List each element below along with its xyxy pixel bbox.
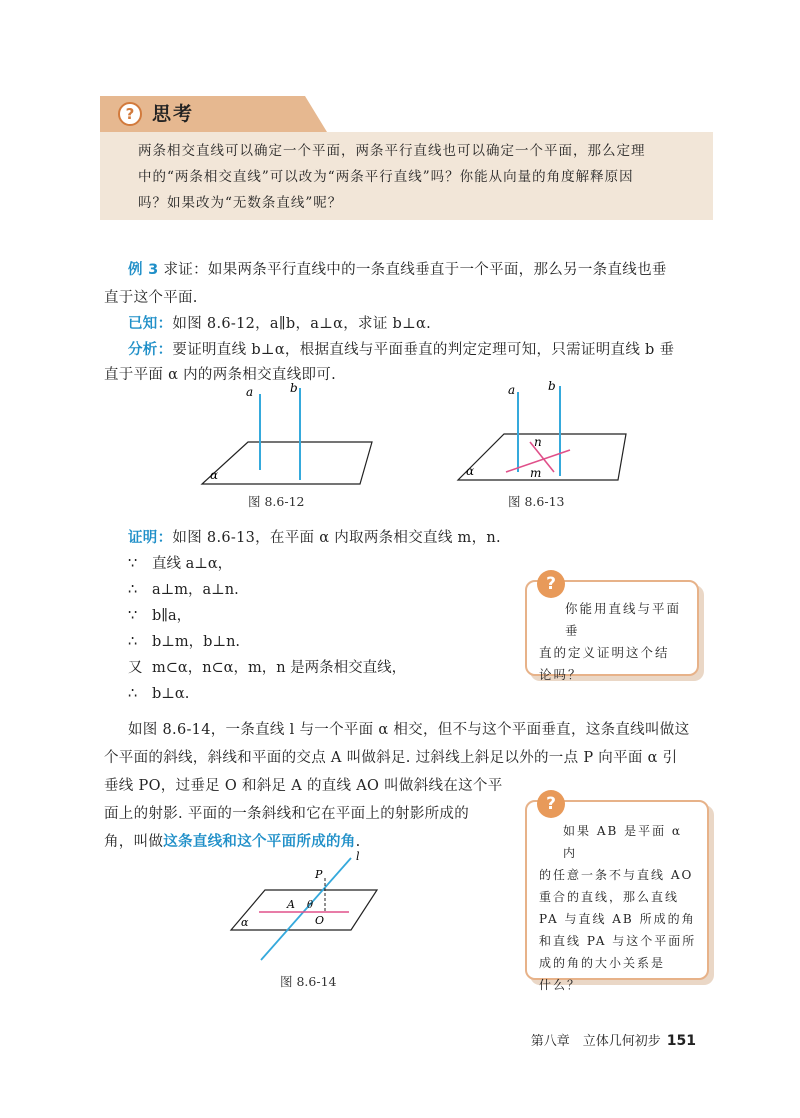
example-statement: 求证：如果两条平行直线中的一条直线垂直于一个平面，那么另一条直线也垂 <box>163 262 667 278</box>
label-alpha: α <box>466 464 475 478</box>
think-box-header <box>100 96 700 132</box>
analysis-label: 分析： <box>128 342 173 358</box>
proof-step <box>128 554 232 574</box>
side-note-line: 和直线 PA 与这个平面所 <box>539 934 697 948</box>
side-note-2-text <box>539 820 701 996</box>
oblique-para-2: 个平面的斜线，斜线和平面的交点 A 叫做斜足. 过斜线上斜足以外的一点 P 向平面 α 引 <box>104 750 678 766</box>
figure-8-6-13 <box>450 380 630 490</box>
example-label: 例 3 <box>128 262 159 278</box>
caption-8-6-12: 图 8.6-12 <box>248 494 305 509</box>
page-number: 151 <box>666 1033 696 1049</box>
plane-alpha <box>202 442 372 484</box>
question-icon: ? <box>537 790 565 818</box>
question-icon: ? <box>537 570 565 598</box>
line-l <box>261 858 351 960</box>
label-P: P <box>315 868 323 881</box>
think-tab-slope <box>305 96 327 132</box>
label-b: b <box>548 380 556 393</box>
caption-8-6-13: 图 8.6-13 <box>508 494 565 509</box>
think-text <box>138 138 704 216</box>
chapter-title: 第八章 立体几何初步 <box>530 1034 661 1049</box>
label-a: a <box>508 383 516 397</box>
proof-intro <box>128 524 501 552</box>
think-line: 吗？如果改为“无数条直线”呢？ <box>138 195 343 211</box>
side-note-1 <box>525 574 699 682</box>
given <box>128 310 431 338</box>
proof-step <box>128 606 191 626</box>
side-note-line: 你能用直线与平面垂 <box>565 601 682 638</box>
proof-step-text: a⊥m，a⊥n. <box>152 582 239 598</box>
proof-symbol: ∴ <box>128 634 138 650</box>
proof-step <box>128 580 239 600</box>
analysis <box>128 336 718 364</box>
think-line: 两条相交直线可以确定一个平面，两条平行直线也可以确定一个平面，那么定理 <box>138 143 646 159</box>
proof-step-text: b⊥m，b⊥n. <box>152 634 241 650</box>
proof-symbol: ∵ <box>128 556 138 572</box>
side-note-line: 直的定义证明这个结 <box>539 645 670 660</box>
think-line: 中的“两条相交直线”可以改为“两条平行直线”吗？你能从向量的角度解释原因 <box>138 169 634 185</box>
think-box <box>100 132 713 220</box>
analysis-text: 要证明直线 b⊥α，根据直线与平面垂直的判定定理可知，只需证明直线 b 垂 <box>172 342 675 358</box>
side-note-2 <box>525 794 709 992</box>
label-l: l <box>356 850 360 863</box>
proof-intro-text: 如图 8.6-13，在平面 α 内取两条相交直线 m，n. <box>172 530 501 546</box>
label-theta: θ <box>307 900 314 911</box>
given-label: 已知： <box>128 316 173 332</box>
proof-symbol: 又 <box>128 660 143 676</box>
think-title: 思考 <box>152 103 195 125</box>
proof-step-text: m⊂α，n⊂α，m，n 是两条相交直线， <box>152 660 407 676</box>
proof-step <box>128 632 240 652</box>
proof-step <box>128 658 406 678</box>
label-b: b <box>290 381 298 395</box>
proof-symbol: ∵ <box>128 608 138 624</box>
proof-symbol: ∴ <box>128 582 138 598</box>
example-statement-cont: 直于这个平面. <box>104 290 198 306</box>
side-note-line: 论吗？ <box>539 667 583 682</box>
proof-symbol: ∴ <box>128 686 138 702</box>
side-note-line: 如果 AB 是平面 α 内 <box>563 824 683 860</box>
label-a: a <box>246 385 254 399</box>
side-note-1-text <box>539 598 691 686</box>
oblique-prefix: 角，叫做 <box>104 834 164 850</box>
label-n: n <box>534 435 542 449</box>
proof-label: 证明： <box>128 530 173 546</box>
label-alpha: α <box>241 916 249 929</box>
oblique-suffix: . <box>355 834 361 850</box>
given-text: 如图 8.6-12，a∥b，a⊥α，求证 b⊥α. <box>172 316 432 332</box>
side-note-line: 成的角的大小关系是 <box>539 956 666 970</box>
side-note-line: PA 与直线 AB 所成的角 <box>539 912 696 926</box>
label-A: A <box>287 898 295 911</box>
figure-8-6-12 <box>190 380 380 490</box>
label-alpha: α <box>210 468 219 482</box>
oblique-para-3: 垂线 PO，过垂足 O 和斜足 A 的直线 AO 叫做斜线在这个平 <box>104 778 503 794</box>
side-note-line: 重合的直线，那么直线 <box>539 890 680 904</box>
proof-step <box>128 684 189 704</box>
label-O: O <box>315 914 325 927</box>
example-3 <box>128 256 718 284</box>
proof-step-text: b∥a， <box>152 608 192 624</box>
side-note-line: 什么？ <box>539 978 582 992</box>
oblique-para-4: 面上的射影. 平面的一条斜线和它在平面上的射影所成的 <box>104 806 470 822</box>
definition-term: 这条直线和这个平面所成的角 <box>163 834 356 850</box>
proof-step-text: b⊥α. <box>152 686 190 702</box>
oblique-para-1: 如图 8.6-14，一条直线 l 与一个平面 α 相交，但不与这个平面垂直，这条直线叫做这 <box>128 722 690 738</box>
proof-step-text: 直线 a⊥α， <box>152 556 233 572</box>
figure-8-6-14 <box>225 850 385 970</box>
caption-8-6-14: 图 8.6-14 <box>280 974 337 989</box>
analysis-cont: 直于平面 α 内的两条相交直线即可. <box>104 367 337 383</box>
label-m: m <box>530 466 542 480</box>
side-note-line: 的任意一条不与直线 AO <box>539 868 694 882</box>
question-icon: ? <box>118 102 142 126</box>
page-footer <box>531 1030 696 1049</box>
